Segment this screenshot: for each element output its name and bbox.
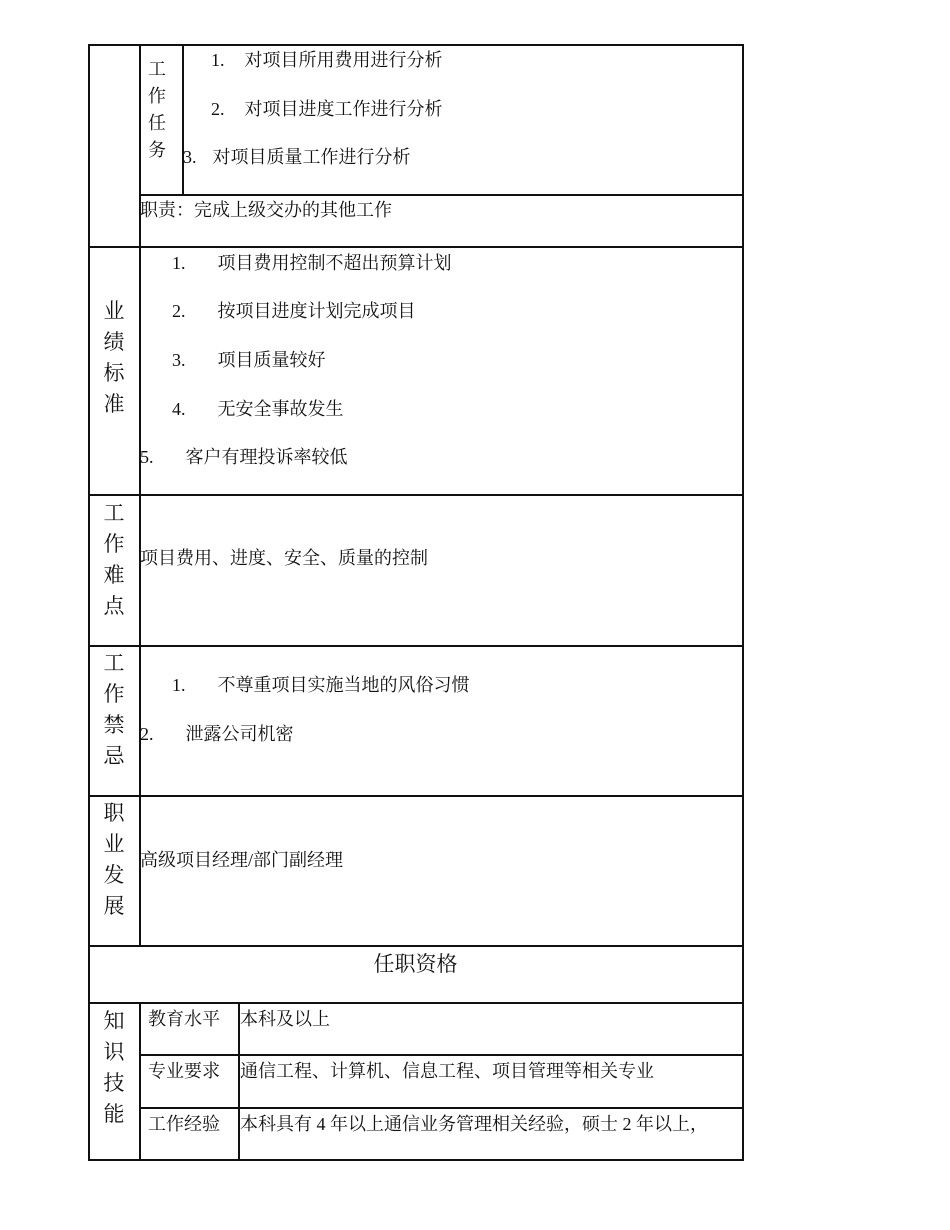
work-task-label: 工 作 任 务 (148, 59, 166, 160)
education-level-value: 本科及以上 (240, 1009, 330, 1029)
performance-item-4: 4. 无安全事故发生 (172, 399, 344, 419)
major-requirement-label: 专业要求 (148, 1061, 220, 1081)
section-divider-5 (88, 945, 744, 947)
section-divider-4 (88, 795, 744, 797)
section-divider-3 (88, 645, 744, 647)
performance-item-1: 1. 项目费用控制不超出预算计划 (172, 253, 452, 273)
section-divider-2 (88, 494, 744, 496)
prohibition-item-2: 2. 泄露公司机密 (140, 724, 294, 744)
qualification-title: 任职资格 (373, 952, 458, 976)
qualification-row-divider-1 (139, 1054, 743, 1056)
work-difficulty-text: 项目费用、进度、安全、质量的控制 (140, 548, 428, 568)
section-divider-6 (88, 1002, 744, 1004)
career-development-label: 职 业 发 展 (103, 801, 125, 918)
table-left-border (88, 44, 90, 1161)
work-prohibition-label: 工 作 禁 忌 (103, 651, 125, 768)
responsibility-text: 职责：完成上级交办的其他工作 (140, 200, 392, 220)
knowledge-column-divider (139, 1003, 141, 1161)
table-bottom-border (88, 1159, 744, 1161)
work-experience-value: 本科具有 4 年以上通信业务管理相关经验，硕士 2 年以上， (240, 1114, 708, 1134)
task-bottom-border (139, 194, 743, 196)
task-item-2: 2. 对项目进度工作进行分析 (211, 99, 443, 119)
qualification-row-divider-2 (139, 1107, 743, 1109)
work-difficulty-label: 工 作 难 点 (103, 501, 125, 618)
task-item-3: 3. 对项目质量工作进行分析 (183, 147, 411, 167)
major-requirement-value: 通信工程、计算机、信息工程、项目管理等相关专业 (240, 1061, 654, 1081)
prohibition-item-1: 1. 不尊重项目实施当地的风俗习惯 (172, 675, 470, 695)
task-item-1: 1. 对项目所用费用进行分析 (211, 50, 443, 70)
career-development-text: 高级项目经理/部门副经理 (140, 850, 343, 870)
table-top-border (88, 44, 744, 46)
performance-item-2: 2. 按项目进度计划完成项目 (172, 301, 416, 321)
work-experience-label: 工作经验 (148, 1114, 220, 1134)
education-level-label: 教育水平 (148, 1009, 220, 1029)
performance-item-3: 3. 项目质量较好 (172, 350, 326, 370)
task-label-divider (182, 44, 184, 195)
table-right-border (742, 44, 744, 1161)
performance-item-5: 5. 客户有理投诉率较低 (140, 447, 348, 467)
performance-standard-label: 业 绩 标 准 (103, 299, 125, 416)
section-divider-1 (88, 246, 744, 248)
knowledge-skills-label: 知 识 技 能 (103, 1009, 125, 1126)
